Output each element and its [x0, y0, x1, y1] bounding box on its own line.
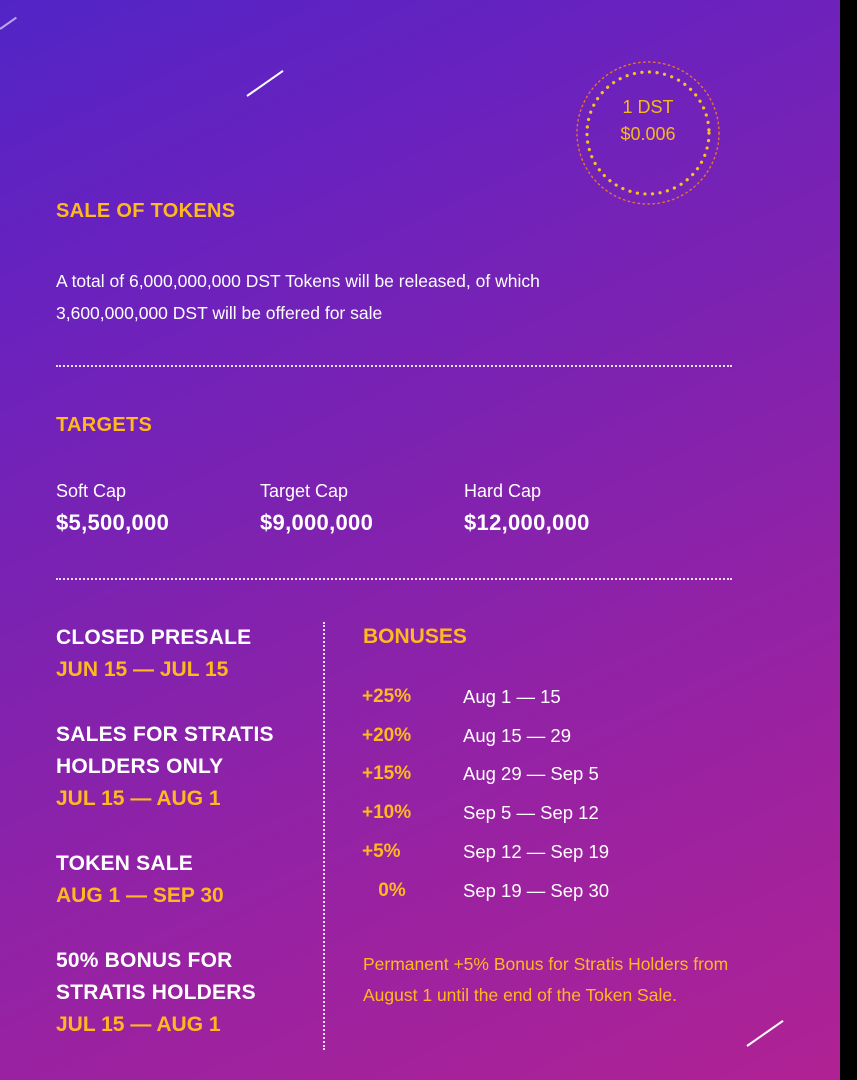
bonuses-title: BONUSES — [363, 625, 467, 648]
bonus-percent: +5% — [362, 841, 401, 862]
divider-dotted — [56, 365, 732, 367]
bonus-percent: +25% — [362, 686, 412, 707]
phase-dates: JUN 15 — JUL 15 — [56, 658, 229, 681]
hard-cap — [464, 480, 590, 536]
phase-title: TOKEN SALE — [56, 852, 193, 875]
decorative-stroke-bottom — [746, 1020, 783, 1047]
decorative-stroke-top-left — [0, 17, 17, 30]
cap-value: $9,000,000 — [260, 510, 374, 535]
bonus-range: Sep 19 — Sep 30 — [463, 880, 610, 901]
token-unit: 1 DST — [622, 97, 674, 117]
phase-title: 50% BONUS FOR — [56, 949, 233, 972]
column-divider-dotted — [323, 622, 325, 1050]
divider-dotted — [56, 578, 732, 580]
sale-description: A total of 6,000,000,000 DST Tokens will be released, of which 3,600,000,000 DST will be offered for sale — [56, 271, 540, 323]
cap-value: $12,000,000 — [464, 510, 590, 535]
bonus-range: Aug 1 — 15 — [463, 686, 561, 707]
phase-title: SALES FOR STRATIS — [56, 723, 274, 746]
phase-dates: JUL 15 — AUG 1 — [56, 1013, 221, 1036]
bonus-range: Sep 5 — Sep 12 — [463, 802, 599, 823]
phase-token-sale — [56, 848, 316, 912]
bonus-percent: +20% — [362, 725, 412, 746]
bonus-percent: 0% — [378, 880, 406, 901]
bonus-range: Aug 29 — Sep 5 — [463, 763, 599, 784]
bonus-range: Sep 12 — Sep 19 — [463, 841, 610, 862]
phase-stratis-bonus — [56, 945, 316, 1041]
cap-label: Soft Cap — [56, 481, 127, 501]
phase-title: STRATIS HOLDERS — [56, 981, 256, 1004]
phase-closed-presale — [56, 622, 316, 686]
phase-title: HOLDERS ONLY — [56, 755, 224, 778]
sale-title: SALE OF TOKENS — [56, 200, 236, 222]
cap-label: Hard Cap — [464, 481, 542, 501]
bonus-percent: +15% — [362, 763, 412, 784]
phase-dates: JUL 15 — AUG 1 — [56, 787, 221, 810]
decorative-stroke-top — [246, 70, 283, 97]
bonus-percent: +10% — [362, 802, 412, 823]
phase-dates: AUG 1 — SEP 30 — [56, 884, 224, 907]
phase-title: CLOSED PRESALE — [56, 626, 252, 649]
soft-cap — [56, 480, 169, 536]
token-price: $0.006 — [620, 124, 676, 144]
bonus-note: Permanent +5% Bonus for Stratis Holders from August 1 until the end of the Token Sale. — [363, 954, 729, 1005]
cap-label: Target Cap — [260, 481, 349, 501]
right-edge-strip — [840, 0, 857, 1080]
phase-stratis-holders-sale — [56, 719, 316, 815]
cap-value: $5,500,000 — [56, 510, 170, 535]
targets-title: TARGETS — [56, 414, 153, 436]
bonus-range: Aug 15 — 29 — [463, 725, 571, 746]
target-cap — [260, 480, 373, 536]
token-price-badge — [566, 60, 730, 206]
